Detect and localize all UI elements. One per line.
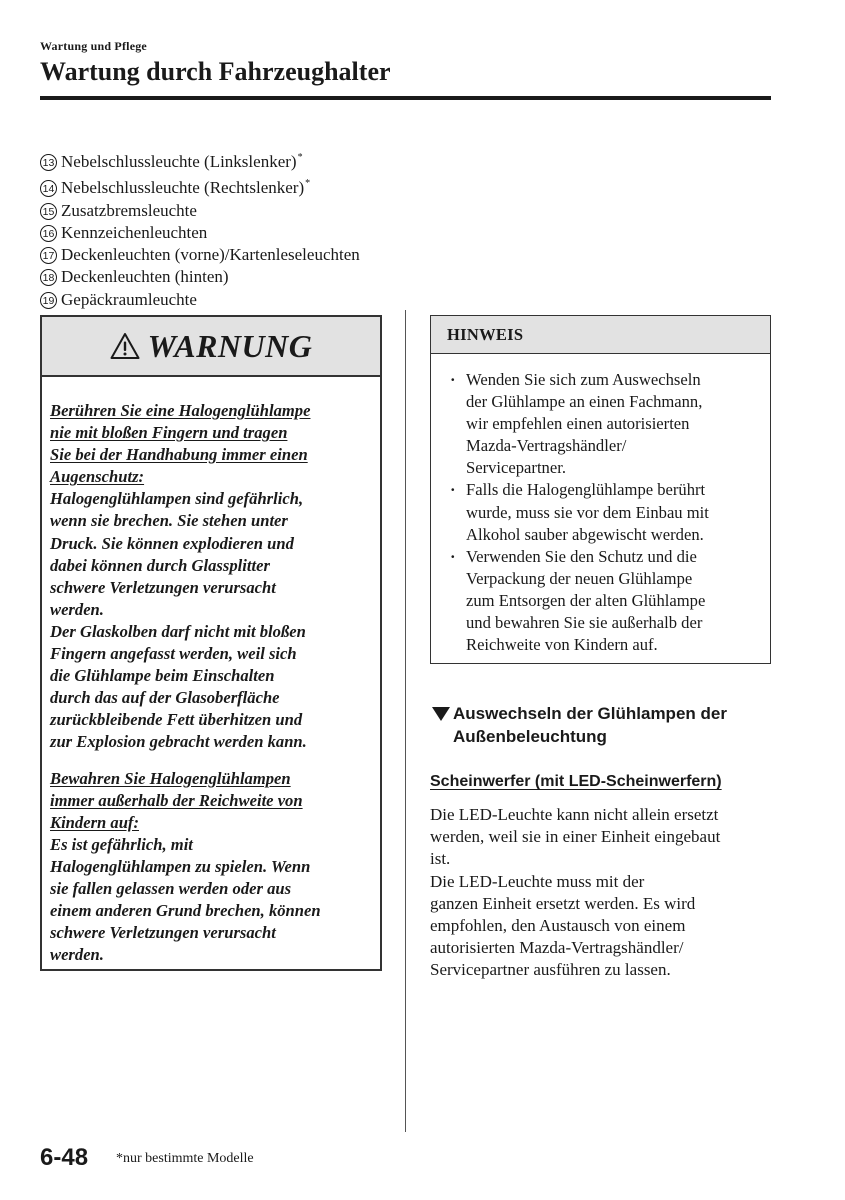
list-item-label: Kennzeichenleuchten — [61, 222, 208, 242]
text-line: werden. — [50, 945, 104, 965]
circled-number: 19 — [40, 292, 57, 309]
list-item — [447, 369, 756, 479]
text-line: Druck. Sie können explodieren und — [50, 533, 294, 553]
list-item — [40, 147, 360, 173]
text-line: und bewahren Sie sie außerhalb der — [466, 613, 703, 633]
text-line: Alkohol sauber abgewischt werden. — [466, 524, 704, 544]
warning-box — [40, 315, 382, 971]
text-line: nie mit bloßen Fingern und tragen — [50, 423, 288, 443]
text-line: wenn sie brechen. Sie stehen unter — [50, 511, 288, 531]
heading-line: Auswechseln der Glühlampen der — [453, 704, 727, 723]
list-item — [447, 546, 756, 656]
list-item-label: Zusatzbremsleuchte — [61, 200, 197, 220]
text-line: Servicepartner. — [466, 458, 566, 478]
page-title: Wartung durch Fahrzeughalter — [40, 57, 391, 86]
text-line: empfohlen, den Austausch von einem — [430, 916, 686, 936]
list-item-label: Deckenleuchten (hinten) — [61, 267, 229, 287]
text-line: der Glühlampe an einen Fachmann, — [466, 392, 703, 412]
text-line: immer außerhalb der Reichweite von — [50, 790, 303, 810]
list-item — [40, 289, 360, 311]
circled-number: 16 — [40, 225, 57, 242]
text-line: werden, weil sie in einer Einheit eingebaut — [430, 827, 721, 847]
circled-number: 15 — [40, 203, 57, 220]
text-line: Halogenglühlampen sind gefährlich, — [50, 489, 304, 509]
text-line: Mazda-Vertragshändler/ — [466, 436, 627, 456]
triangle-down-icon — [432, 707, 450, 721]
text-line: Die LED-Leuchte kann nicht allein ersetzt — [430, 805, 719, 824]
body-paragraph — [430, 804, 775, 982]
text-line: einem anderen Grund brechen, können — [50, 901, 321, 921]
text-line: schwere Verletzungen verursacht — [50, 923, 276, 943]
note-list — [431, 369, 770, 656]
lamp-list — [40, 147, 360, 311]
list-item — [40, 222, 360, 244]
text-line: Kindern auf: — [50, 812, 139, 832]
text-line: wurde, muss sie vor dem Einbau mit — [466, 502, 709, 522]
list-item-label: Gepäckraumleuchte — [61, 289, 197, 309]
note-title: HINWEIS — [431, 316, 770, 354]
text-line: durch das auf der Glasoberfläche — [50, 688, 280, 708]
warning-text — [50, 488, 372, 753]
footnote-mark: * — [305, 178, 311, 190]
footnote-mark: * — [297, 152, 303, 163]
warning-body — [42, 400, 380, 966]
warning-heading — [50, 400, 372, 488]
section-label: Wartung und Pflege — [40, 39, 147, 53]
warning-title: WARNUNG — [147, 327, 313, 364]
circled-number: 14 — [40, 180, 57, 197]
text-line: wir empfehlen einen autorisierten — [466, 414, 690, 434]
note-box — [430, 315, 771, 664]
text-line: die Glühlampe beim Einschalten — [50, 666, 275, 686]
text-line: sie fallen gelassen werden oder aus — [50, 878, 292, 898]
text-line: Reichweite von Kindern auf. — [466, 635, 658, 655]
title-rule — [40, 96, 771, 100]
list-item — [40, 244, 360, 266]
list-item — [40, 266, 360, 288]
text-line: zur Explosion gebracht werden kann. — [50, 732, 307, 752]
heading-line: Außenbeleuchtung — [453, 726, 607, 746]
text-line: ist. — [430, 849, 451, 869]
circled-number: 18 — [40, 269, 57, 286]
text-line: autorisierten Mazda-Vertragshändler/ — [430, 938, 684, 958]
text-line: Es ist gefährlich, mit — [50, 834, 193, 854]
text-line: · Falls die Halogenglühlampe berührt — [466, 480, 706, 500]
warning-heading — [50, 768, 372, 834]
footnote: *nur bestimmte Modelle — [116, 1151, 254, 1166]
text-line: Servicepartner ausführen zu lassen. — [430, 960, 671, 980]
text-line: Fingern angefasst werden, weil sich — [50, 644, 297, 664]
list-item — [40, 200, 360, 222]
page-number: 6-48 — [40, 1144, 89, 1171]
list-item-label: Deckenleuchten (vorne)/Kartenleseleuchten — [61, 245, 360, 265]
circled-number: 17 — [40, 247, 57, 264]
text-line: · Verwenden Sie den Schutz und die — [466, 546, 697, 566]
warning-header — [42, 317, 380, 377]
text-line: werden. — [50, 599, 104, 619]
text-line: Die LED-Leuchte muss mit der — [430, 871, 645, 891]
text-line: Augenschutz: — [50, 467, 145, 487]
text-line: zum Entsorgen der alten Glühlampe — [466, 590, 706, 610]
list-item — [40, 173, 360, 199]
text-line: Halogenglühlampen zu spielen. Wenn — [50, 856, 311, 876]
text-line: · Wenden Sie sich zum Auswechseln — [466, 370, 701, 389]
circled-number: 13 — [40, 154, 57, 171]
text-line: Verpackung der neuen Glühlampe — [466, 568, 693, 588]
column-divider — [405, 310, 406, 1132]
text-line: zurückbleibende Fett überhitzen und — [50, 710, 303, 730]
text-line: Bewahren Sie Halogenglühlampen — [50, 768, 291, 788]
subsection-heading: Scheinwerfer (mit LED-Scheinwerfern) — [430, 773, 722, 790]
text-line: dabei können durch Glassplitter — [50, 555, 270, 575]
warning-text — [50, 834, 372, 967]
warning-triangle-icon — [110, 332, 140, 360]
text-line: Der Glaskolben darf nicht mit bloßen — [50, 621, 306, 641]
text-line: Sie bei der Handhabung immer einen — [50, 445, 308, 465]
list-item-label: Nebelschlussleuchte (Rechtslenker) — [61, 178, 305, 198]
list-item — [447, 479, 756, 545]
text-line: Berühren Sie eine Halogenglühlampe — [50, 401, 311, 420]
text-line: ganzen Einheit ersetzt werden. Es wird — [430, 893, 696, 913]
list-item-label: Nebelschlussleuchte (Linkslenker) — [61, 152, 297, 171]
section-heading — [430, 703, 770, 748]
text-line: schwere Verletzungen verursacht — [50, 577, 276, 597]
